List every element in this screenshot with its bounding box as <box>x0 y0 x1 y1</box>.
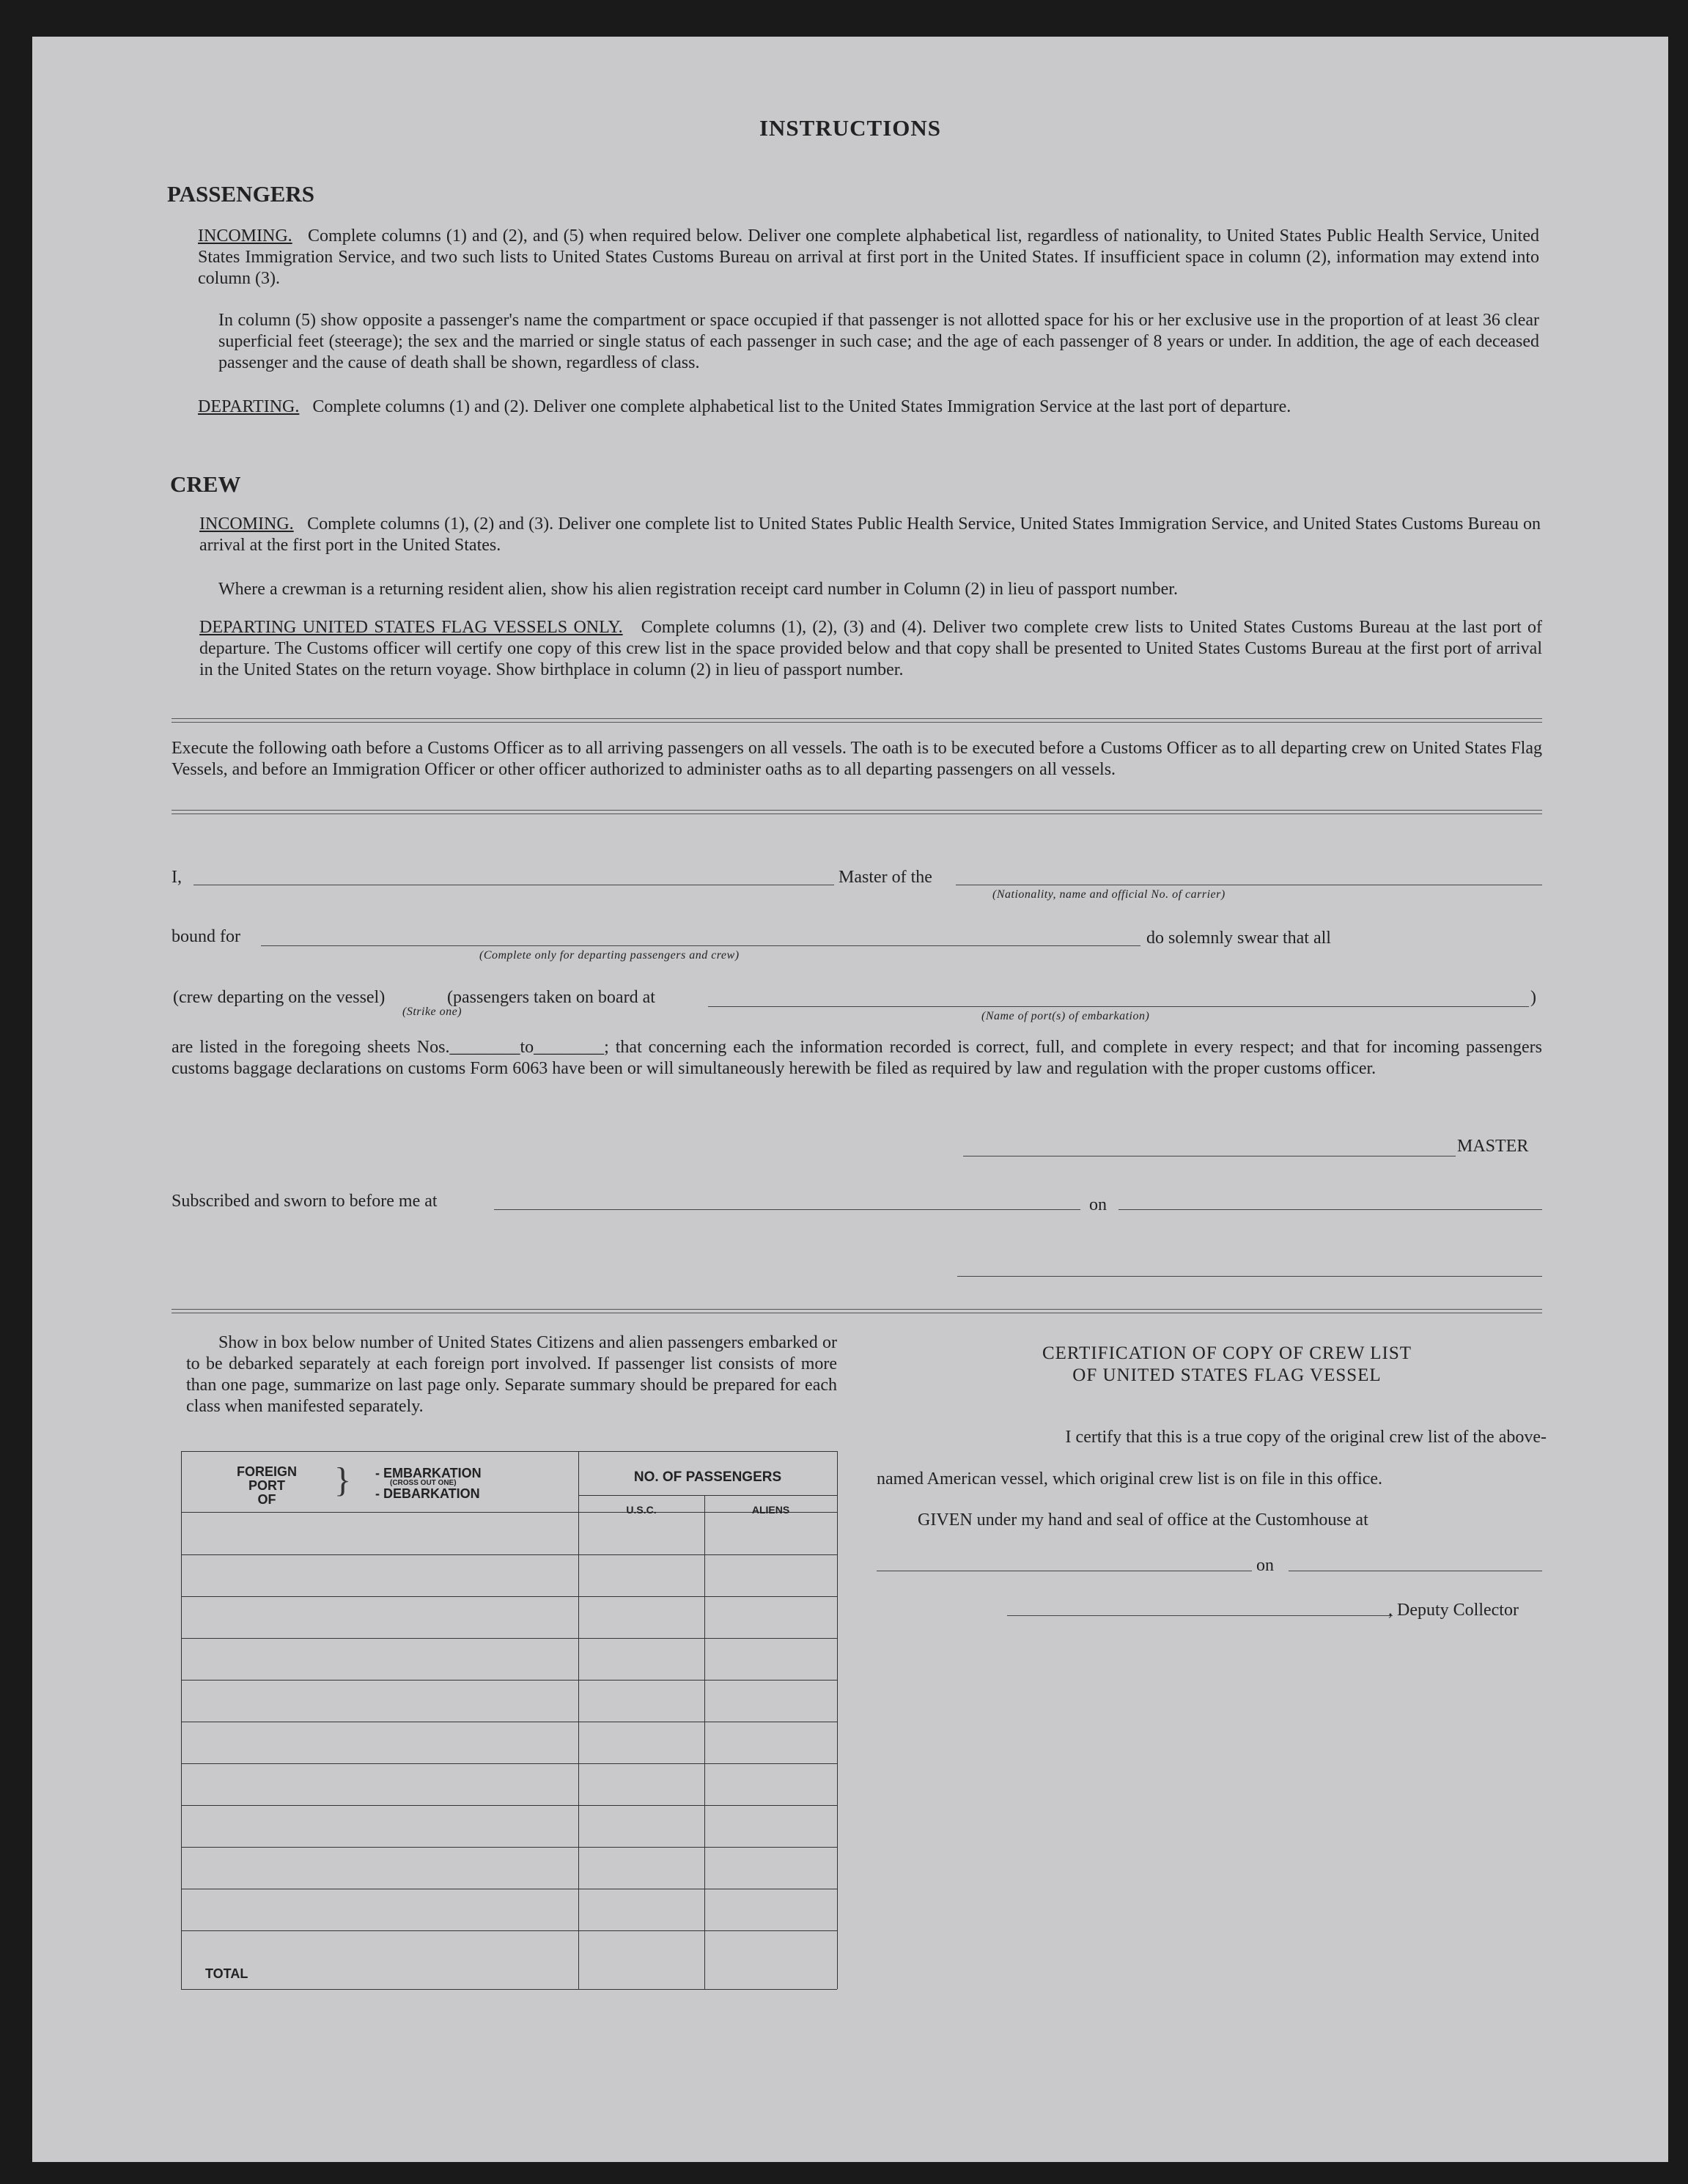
sworn-place-field[interactable] <box>494 1209 1080 1210</box>
crew-incoming-paragraph <box>199 514 1541 556</box>
passengers-incoming-label: INCOMING. <box>198 226 292 246</box>
passengers-heading: PASSENGERS <box>167 181 314 207</box>
crew-incoming-text: Complete columns (1), (2) and (3). Deliver one complete list to United States Public Health Service, United States Immigration Service, and United States Customs Bureau on arrival at the first port in the United States. <box>199 514 1541 555</box>
sworn-date-field[interactable] <box>1118 1209 1542 1210</box>
oath-i-label: I, <box>172 868 182 887</box>
embarkation-option[interactable]: - EMBARKATION <box>375 1466 482 1480</box>
sworn-on-label: on <box>1089 1195 1107 1214</box>
debarkation-option[interactable]: - DEBARKATION <box>375 1486 480 1501</box>
passengers-column5-paragraph: In column (5) show opposite a passenger's name the compartment or space occupied if that passenger is not allotted space for his or her exclusive use in the proportion of at least 36 clear superficial feet (steerage); the sex and the married or single status of each passenger in such case; and the age of each passenger of 8 years or under. In addition, the age of each deceased passenger and the cause of death shall be shown, regardless of class. <box>218 311 1539 372</box>
bound-for-field[interactable] <box>261 945 1140 946</box>
col-foreign-label: FOREIGN <box>236 1464 297 1479</box>
table-row <box>181 1638 837 1639</box>
no-of-passengers-header: NO. OF PASSENGERS <box>633 1469 782 1485</box>
crew-resident-paragraph: Where a crewman is a returning resident alien, show his alien registration receipt card number in Column (2) in lieu of passport number. <box>218 580 1178 599</box>
col-foreign-port-of <box>226 1465 307 1507</box>
table-row <box>181 1680 837 1681</box>
table-row <box>181 1596 837 1597</box>
table-row <box>181 1763 837 1764</box>
certify-line2: named American vessel, which original crew list is on file in this office. <box>877 1469 1383 1488</box>
given-text: GIVEN under my hand and seal of office at the Customhouse at <box>918 1510 1368 1530</box>
strike-one-caption: (Strike one) <box>402 1006 462 1018</box>
usc-header: U.S.C. <box>626 1504 657 1516</box>
swear-text: do solemnly swear that all <box>1146 929 1331 948</box>
certification-title-line2: OF UNITED STATES FLAG VESSEL <box>1072 1365 1382 1385</box>
officer-signature-field[interactable] <box>957 1276 1542 1277</box>
passengers-incoming-paragraph <box>198 226 1539 289</box>
master-of-label: Master of the <box>839 868 932 887</box>
certify-line1: I certify that this is a true copy of the original crew list of the above- <box>1065 1428 1547 1447</box>
deputy-collector-field[interactable] <box>1007 1615 1393 1616</box>
close-paren: ) <box>1530 988 1536 1007</box>
divider <box>172 810 1542 814</box>
bound-for-label: bound for <box>172 927 240 946</box>
form-sheet <box>32 37 1668 2162</box>
total-label: TOTAL <box>205 1966 248 1981</box>
bound-for-caption: (Complete only for departing passengers and crew) <box>479 949 740 962</box>
master-label: MASTER <box>1457 1137 1529 1156</box>
crew-departing-paragraph <box>199 617 1542 681</box>
table-row <box>181 1930 837 1931</box>
subscribed-label: Subscribed and sworn to before me at <box>172 1192 438 1211</box>
certification-title-line1: CERTIFICATION OF COPY OF CREW LIST <box>1042 1343 1412 1363</box>
col-of-label: OF <box>257 1492 276 1507</box>
table-row <box>181 1554 837 1555</box>
cross-out-caption: (CROSS OUT ONE) <box>390 1479 457 1487</box>
table-row <box>181 1805 837 1806</box>
passengers-departing-text: Complete columns (1) and (2). Deliver one complete alphabetical list to the United States Immigration Service at the last port of departure. <box>312 397 1291 416</box>
crew-departing-label: DEPARTING UNITED STATES FLAG VESSELS ONLY. <box>199 618 623 637</box>
passengers-incoming-text: Complete columns (1) and (2), and (5) when required below. Deliver one complete alphabetical list, regardless of nationality, to United States Public Health Service, United States Immigration Service, and two such lists to United States Customs Bureau on arrival at first port in the United States. If insufficient space in column (2), information may extend into column (3). <box>198 226 1540 288</box>
aliens-header: ALIENS <box>751 1504 790 1516</box>
divider <box>172 1309 1542 1313</box>
carrier-caption: (Nationality, name and official No. of carrier) <box>992 888 1226 901</box>
port-embarkation-field[interactable] <box>708 1006 1529 1007</box>
certification-title <box>904 1343 1549 1387</box>
crew-departing-text: Complete columns (1), (2), (3) and (4). Deliver two complete crew lists to United States Customs Bureau at the last port of departure. The Customs officer will certify one copy of this crew list in the space provided below and that copy shall be presented to United States Customs Bureau at the first port of arrival in the United States on the return voyage. Show birthplace in column (2) in lieu of passport number. <box>199 618 1542 679</box>
passengers-departing-label: DEPARTING. <box>198 397 300 416</box>
table-row <box>181 1847 837 1848</box>
passengers-departing-paragraph <box>198 396 1539 418</box>
crew-heading: CREW <box>170 471 241 497</box>
listed-paragraph: are listed in the foregoing sheets Nos.________to________; that concerning each the information recorded is correct, full, and complete in every respect; and that for incoming passengers customs baggage declarations on customs Form 6063 have been or will simultaneously herewith be filed as required by law and regulation with the proper customs officer. <box>172 1038 1542 1078</box>
divider <box>172 718 1542 723</box>
oath-intro-paragraph: Execute the following oath before a Customs Officer as to all arriving passengers on all vessels. The oath is to be executed before a Customs Officer as to all departing crew on United States Flag Vessels, and before an Immigration Officer or other officer authorized to administer oaths as to all departing passengers on all vessels. <box>172 739 1542 779</box>
deputy-collector-label: , Deputy Collector <box>1388 1601 1519 1620</box>
certification-on-label: on <box>1256 1556 1274 1575</box>
summary-instructions: Show in box below number of United States Citizens and alien passengers embarked or to be debarked separately at each foreign port involved. If passenger list consists of more than one page, summarize on last page only. Separate summary should be prepared for each class when manifested separately. <box>186 1333 837 1416</box>
port-caption: (Name of port(s) of embarkation) <box>981 1010 1150 1022</box>
embark-debark-options <box>375 1467 482 1500</box>
passengers-taken-option[interactable]: (passengers taken on board at <box>447 988 655 1007</box>
brace: } <box>334 1461 352 1499</box>
page-title: INSTRUCTIONS <box>759 115 941 141</box>
col-port-label: PORT <box>248 1478 285 1493</box>
crew-incoming-label: INCOMING. <box>199 514 294 534</box>
crew-departing-option[interactable]: (crew departing on the vessel) <box>173 988 386 1007</box>
